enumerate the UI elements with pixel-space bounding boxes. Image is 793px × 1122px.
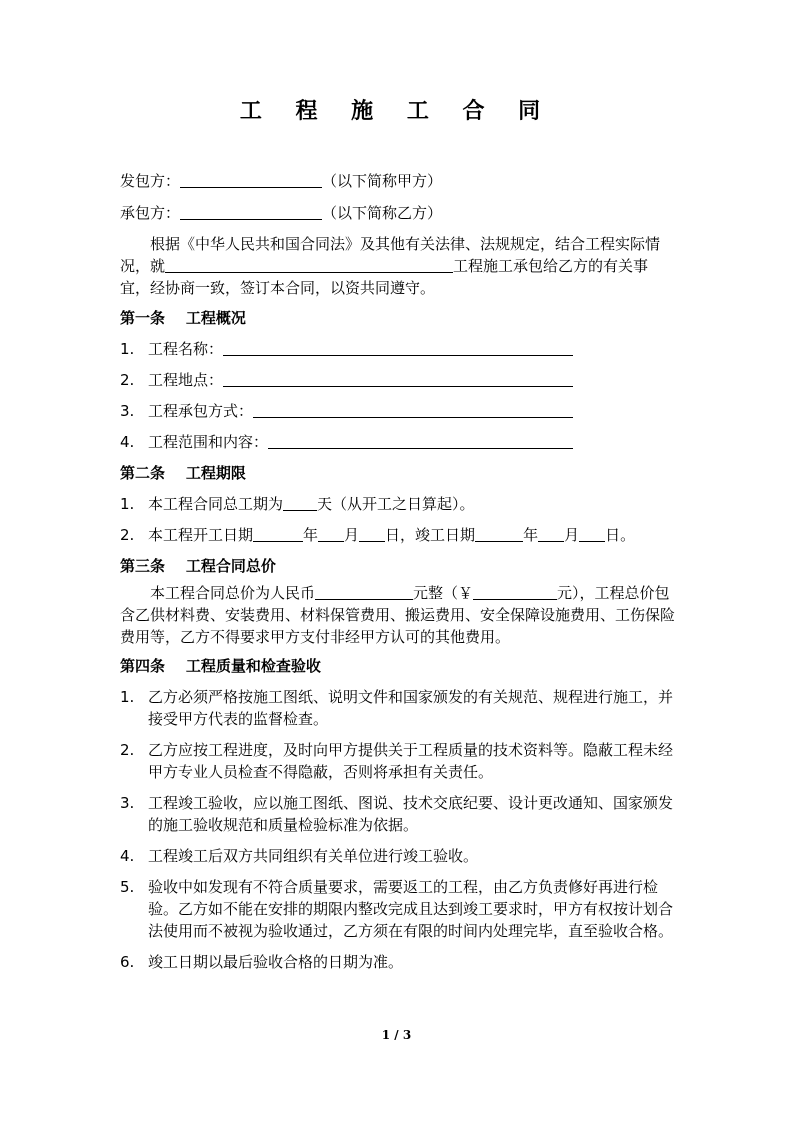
contract-body <box>120 170 676 973</box>
art1-item <box>120 431 676 453</box>
item-label: 工程承包方式： <box>148 402 254 420</box>
art2-item-2 <box>120 524 676 546</box>
item-text: 天（从开工之日算起）。 <box>317 495 475 513</box>
item-number: 4. <box>120 847 135 865</box>
paragraph-text: 元），工程总价包含乙供材料费、安装费用、材料保管费用、搬运费用、安全保障设施费用、工伤保险费用等，乙方不得要求甲方支付非经甲方认可的其他费用。 <box>120 584 676 646</box>
total-price-words-field[interactable] <box>315 583 413 600</box>
project-name-blank[interactable] <box>165 256 453 273</box>
party-b-label: 承包方： <box>120 204 181 222</box>
end-month-field[interactable] <box>538 525 564 542</box>
paragraph-text: 元整（￥ <box>413 584 474 602</box>
total-price-number-field[interactable] <box>473 583 557 600</box>
item-text: 年 <box>523 526 539 544</box>
party-b-line <box>120 202 676 224</box>
project-name-field[interactable] <box>223 339 573 356</box>
item-number: 1. <box>120 495 135 513</box>
item-number: 3. <box>120 794 135 812</box>
art1-item <box>120 400 676 422</box>
item-label: 工程名称： <box>148 340 224 358</box>
preamble-text-2: 工程施工承包给乙方的有关事宜，经协商一致，签订本合同，以资共同遵守。 <box>120 257 649 297</box>
project-scope-field[interactable] <box>268 432 573 449</box>
contract-title: 工 程 施 工 合 同 <box>239 98 554 124</box>
contract-method-field[interactable] <box>253 401 573 418</box>
item-number: 6. <box>120 953 135 971</box>
party-a-label: 发包方： <box>120 172 181 190</box>
duration-days-field[interactable] <box>283 494 317 511</box>
art4-item <box>120 686 676 730</box>
party-a-suffix: （以下简称甲方） <box>322 172 443 190</box>
item-text: 月 <box>344 526 360 544</box>
art4-item <box>120 792 676 836</box>
article-4-heading: 第四条 工程质量和检查验收 <box>120 657 321 675</box>
item-label: 工程地点： <box>148 371 224 389</box>
end-year-field[interactable] <box>475 525 523 542</box>
item-text: 乙方应按工程进度，及时向甲方提供关于工程质量的技术资料等。隐蔽工程未经甲方专业人员检查不得隐蔽，否则将承担有关责任。 <box>148 741 674 781</box>
item-text: 乙方必须严格按施工图纸、说明文件和国家颁发的有关规范、规程进行施工，并接受甲方代表的监督检查。 <box>148 688 674 728</box>
project-location-field[interactable] <box>223 370 573 387</box>
item-text: 本工程开工日期 <box>148 526 254 544</box>
preamble-text-1: 根据《中华人民共和国合同法》及其他有关法律、法规规定，结合工程实际情况，就 <box>120 235 661 275</box>
page-number: 1 / 3 <box>381 1028 412 1042</box>
item-number: 1. <box>120 688 135 706</box>
item-number: 2. <box>120 741 135 759</box>
item-text: 竣工日期以最后验收合格的日期为准。 <box>148 953 404 971</box>
party-b-suffix: （以下简称乙方） <box>322 204 443 222</box>
article-3-heading: 第三条 工程合同总价 <box>120 557 276 575</box>
item-label: 工程范围和内容： <box>148 433 269 451</box>
start-year-field[interactable] <box>253 525 303 542</box>
item-text: 日，竣工日期 <box>385 526 476 544</box>
art4-item <box>120 845 676 867</box>
art3-paragraph <box>120 582 676 648</box>
party-b-blank[interactable] <box>180 203 322 220</box>
item-number: 4. <box>120 433 135 451</box>
item-text: 本工程合同总工期为 <box>148 495 284 513</box>
item-number: 1. <box>120 340 135 358</box>
item-text: 验收中如发现有不符合质量要求，需要返工的工程，由乙方负责修好再进行检验。乙方如不能在安排的期限内整改完成且达到竣工要求时，甲方有权按计划合法使用而不被视为验收通过，乙方须在有限的时间内处理完毕，直至验收合格。 <box>148 878 674 940</box>
item-number: 3. <box>120 402 135 420</box>
item-number: 2. <box>120 371 135 389</box>
article-2-heading: 第二条 工程期限 <box>120 464 246 482</box>
art4-item <box>120 739 676 783</box>
item-text: 工程竣工后双方共同组织有关单位进行竣工验收。 <box>148 847 479 865</box>
start-month-field[interactable] <box>318 525 344 542</box>
item-text: 工程竣工验收，应以施工图纸、图说、技术交底纪要、设计更改通知、国家颁发的施工验收规范和质量检验标准为依据。 <box>148 794 674 834</box>
art4-item <box>120 951 676 973</box>
party-a-line <box>120 170 676 192</box>
item-text: 年 <box>303 526 319 544</box>
art1-item <box>120 338 676 360</box>
item-text: 月 <box>564 526 580 544</box>
preamble <box>120 233 676 299</box>
paragraph-text: 本工程合同总价为人民币 <box>150 584 316 602</box>
art1-item <box>120 369 676 391</box>
item-text: 日。 <box>605 526 636 544</box>
item-number: 2. <box>120 526 135 544</box>
start-day-field[interactable] <box>359 525 385 542</box>
article-1-heading: 第一条 工程概况 <box>120 309 246 327</box>
party-a-blank[interactable] <box>180 171 322 188</box>
item-number: 5. <box>120 878 135 896</box>
end-day-field[interactable] <box>579 525 605 542</box>
art4-item <box>120 876 676 942</box>
art2-item-1 <box>120 493 676 515</box>
